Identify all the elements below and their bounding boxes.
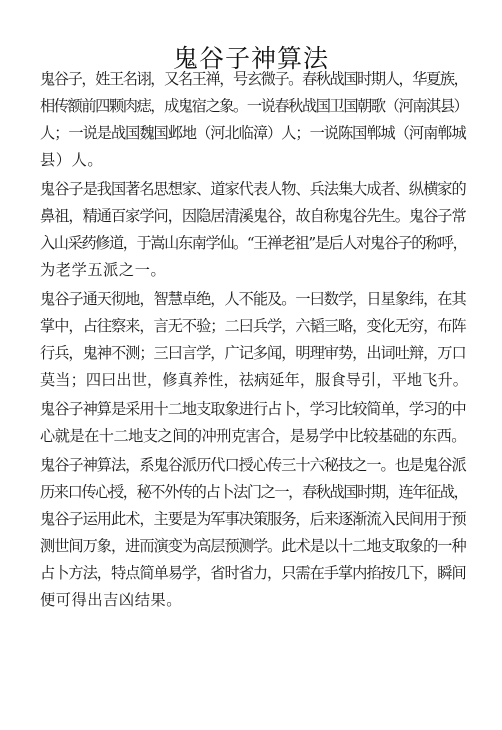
text-line: 鬼谷子神算是采用十二地支取象进行占卜，学习比较简单，学习的中 <box>40 400 466 418</box>
text-line: 鬼谷子，姓王名诩，又名王禅，号玄微子。春秋战国时期人，华夏族， <box>40 70 468 88</box>
text-line: 县）人。 <box>40 151 104 169</box>
text-line: 掌中，占往察来，言无不验；二曰兵学，六韬三略，变化无穷，布阵 <box>40 317 466 335</box>
text-line: 鼻祖，精通百家学问，因隐居清溪鬼谷，故自称鬼谷先生。鬼谷子常 <box>40 207 466 225</box>
text-line: 为老学五派之一。 <box>40 261 167 279</box>
text-line: 鬼谷子运用此术，主要是为军事决策服务，后来逐渐流入民间用于预 <box>40 510 466 528</box>
document-title: 鬼谷子神算法 <box>172 43 329 73</box>
text-line: 入山采药修道，于嵩山东南学仙。“王禅老祖”是后人对鬼谷子的称呼， <box>40 234 467 252</box>
paragraph-intro <box>40 66 468 174</box>
paragraph-abilities <box>40 286 468 394</box>
paragraph-history <box>40 452 468 614</box>
text-line: 历来口传心授，秘不外传的占卜法门之一，春秋战国时期，连年征战， <box>40 483 468 501</box>
document-body <box>40 66 468 614</box>
text-line: 行兵，鬼神不测；三曰言学，广记多闻，明理审势，出词吐辩，万口 <box>40 344 466 362</box>
text-line: 鬼谷子是我国著名思想家、道家代表人物、兵法集大成者、纵横家的 <box>40 180 466 198</box>
text-line: 莫当；四曰出世，修真养性，祛病延年，服食导引，平地飞升。 <box>40 371 469 389</box>
paragraph-background <box>40 176 468 284</box>
text-line: 便可得出吉凶结果。 <box>40 591 183 609</box>
text-line: 占卜方法，特点简单易学，省时省力，只需在手掌内掐按几下，瞬间 <box>40 564 466 582</box>
text-line: 测世间万象，进而演变为高层预测学。此术是以十二地支取象的一种 <box>40 537 466 555</box>
text-line: 相传额前四颗肉痣，成鬼宿之象。一说春秋战国卫国朝歌（河南淇县） <box>40 97 468 115</box>
paragraph-method <box>40 396 468 450</box>
text-line: 鬼谷子神算法，系鬼谷派历代口授心传三十六秘技之一。也是鬼谷派 <box>40 456 466 474</box>
text-line: 鬼谷子通天彻地，智慧卓绝，人不能及。一曰数学，日星象纬，在其 <box>40 290 466 308</box>
text-line: 心就是在十二地支之间的冲刑克害合，是易学中比较基础的东西。 <box>40 427 466 445</box>
text-line: 人；一说是战国魏国邺地（河北临漳）人；一说陈国郸城（河南郸城 <box>40 124 466 142</box>
